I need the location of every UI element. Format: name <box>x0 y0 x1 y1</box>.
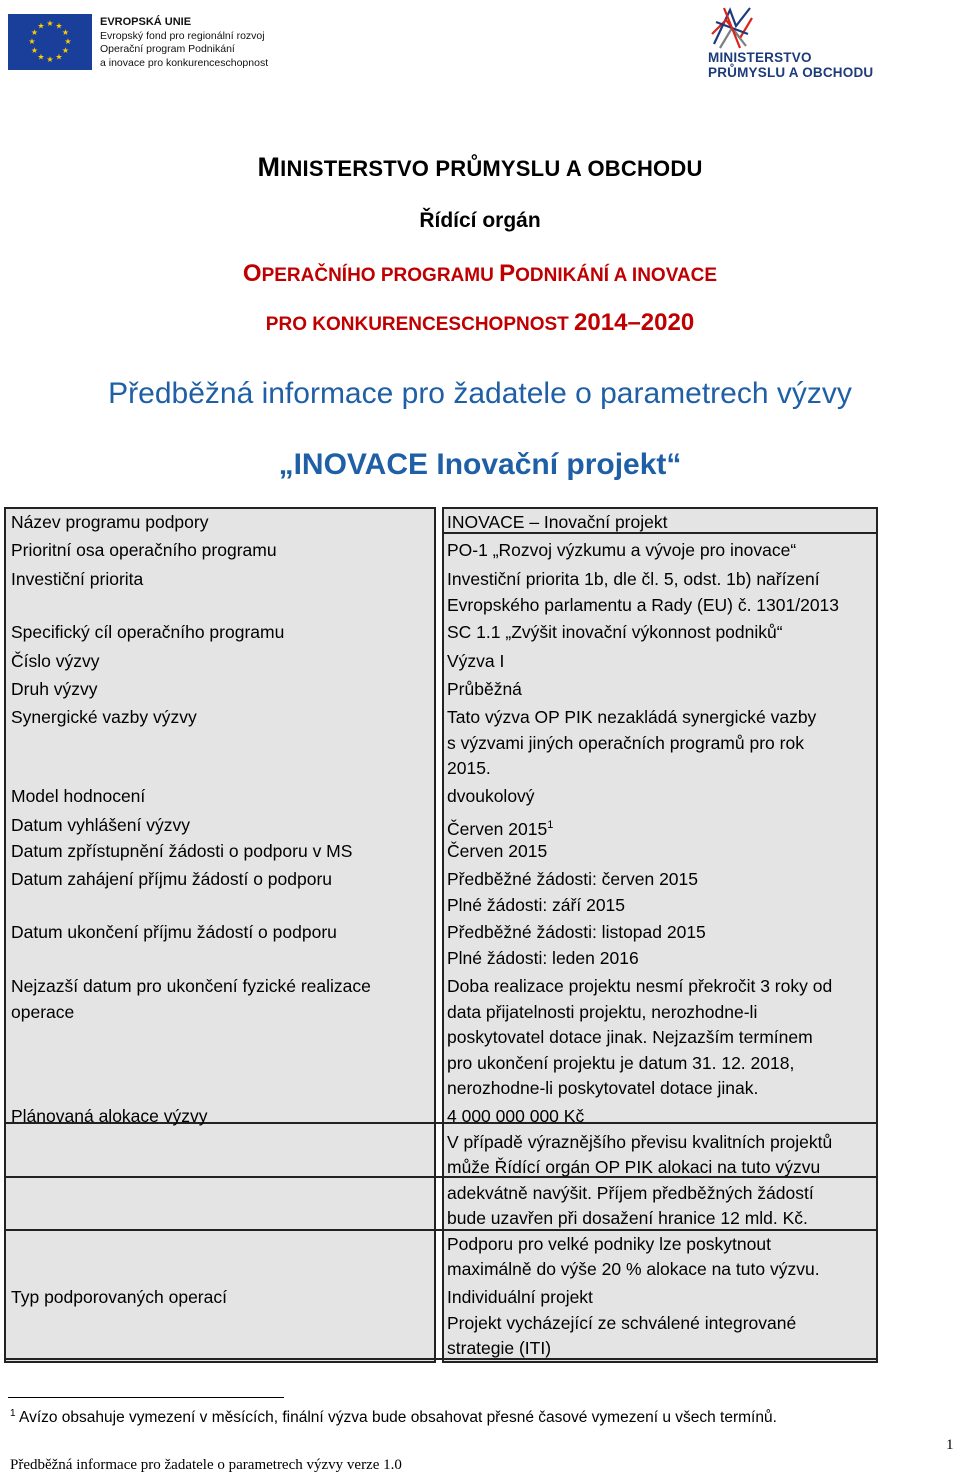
footnote <box>10 1408 777 1427</box>
label-line: Datum zahájení příjmu žádostí o podporu <box>11 869 333 889</box>
value-line: Evropského parlamentu a Rady (EU) č. 1301/2013 <box>447 594 840 615</box>
mpo-logo <box>704 4 874 84</box>
value-line: Předběžné žádosti: listopad 2015 <box>447 922 706 942</box>
eu-logo-line3: Operační program Podnikání <box>100 43 235 55</box>
value-priority-axis <box>447 538 796 564</box>
ministry-title <box>0 152 960 183</box>
value-line: V případě výraznějšího převisu kvalitních projektů <box>447 1131 833 1152</box>
value-line: Tato výzva OP PIK nezakládá synergické vazby <box>447 707 817 727</box>
value-line: SC 1.1 „Zvýšit inovační výkonnost podniků“ <box>447 622 783 642</box>
ministry-initial: M <box>257 152 281 182</box>
value-planned-allocation <box>447 1104 832 1283</box>
value-specific-objective <box>447 620 783 646</box>
value-intake-start <box>447 867 698 918</box>
value-line: Předběžné žádosti: červen 2015 <box>447 869 698 889</box>
value-line: nerozhodne-li poskytovatel dotace jinak. <box>447 1078 759 1098</box>
label-line: Plánovaná alokace výzvy <box>11 1106 208 1126</box>
label-investment-priority <box>11 567 143 593</box>
op-title-initial-o: O <box>242 260 262 287</box>
svg-text:★: ★ <box>46 19 54 28</box>
svg-text:★: ★ <box>37 52 45 62</box>
value-line: Plné žádosti: leden 2016 <box>447 947 639 968</box>
label-physical-completion-deadline <box>11 974 371 1025</box>
ministry-rest: INISTERSTVO PRŮMYSLU A OBCHODU <box>280 156 703 181</box>
svg-text:★: ★ <box>28 37 36 46</box>
eu-logo-line4: a inovace pro konkurenceschopnost <box>100 56 269 69</box>
label-line: Typ podporovaných operací <box>11 1287 227 1307</box>
eu-logo-line1: EVROPSKÁ UNIE <box>100 16 192 28</box>
label-line: Datum zpřístupnění žádosti o podporu v MS <box>11 841 353 861</box>
label-announcement-date <box>11 813 190 839</box>
eu-flag-icon <box>8 14 92 70</box>
label-operation-type <box>11 1285 227 1311</box>
value-program-name <box>447 510 667 536</box>
value-investment-priority <box>447 567 839 618</box>
mpo-emblem-icon <box>710 4 754 50</box>
value-line: poskytovatel dotace jinak. Nejzazším termínem <box>447 1027 813 1047</box>
value-evaluation-model <box>447 784 535 810</box>
svg-text:★: ★ <box>30 46 39 55</box>
label-line: Datum ukončení příjmu žádostí o podporu <box>11 922 337 942</box>
label-line: Název programu podpory <box>11 512 209 532</box>
op-title-line2 <box>0 309 960 337</box>
svg-text:★: ★ <box>55 21 63 31</box>
label-line: Číslo výzvy <box>11 651 100 671</box>
label-line: Investiční priorita <box>11 569 144 589</box>
op-title-line2-text: PRO KONKURENCESCHOPNOST <box>265 314 575 335</box>
value-line: Doba realizace projektu nesmí překročit 3 roky od <box>447 976 833 996</box>
eu-logo <box>8 12 270 74</box>
svg-text:★: ★ <box>61 28 70 37</box>
label-line: Datum vyhlášení výzvy <box>11 815 190 835</box>
label-evaluation-model <box>11 784 145 810</box>
footnote-number: 1 <box>10 1408 16 1419</box>
value-application-availability <box>447 839 547 865</box>
value-line: Výzva I <box>447 651 505 671</box>
label-line: Nejzazší datum pro ukončení fyzické realizace <box>11 976 371 996</box>
label-line: operace <box>11 1001 75 1022</box>
value-line: Červen 2015 <box>447 841 548 861</box>
value-line: INOVACE – Inovační projekt <box>447 512 668 532</box>
value-intake-end <box>447 920 706 971</box>
op-title-part-b: PERAČNÍHO PROGRAMU <box>261 265 500 286</box>
value-line: Plné žádosti: září 2015 <box>447 894 626 915</box>
eu-logo-line2: Evropský fond pro regionální rozvoj <box>100 29 265 42</box>
label-line: Synergické vazby výzvy <box>11 707 197 727</box>
label-call-type <box>11 677 98 703</box>
mpo-logo-line1: MINISTERSTVO <box>708 50 812 65</box>
svg-text:★: ★ <box>55 52 63 62</box>
value-line: maximálně do výše 20 % alokace na tuto výzvu. <box>447 1259 820 1279</box>
value-line: bude uzavřen při dosažení hranice 12 mld. Kč. <box>447 1208 808 1228</box>
label-line: Prioritní osa operačního programu <box>11 540 277 560</box>
footnote-separator <box>8 1397 284 1398</box>
value-call-type <box>447 677 522 703</box>
label-application-availability <box>11 839 352 865</box>
value-line: data přijatelnosti projektu, nerozhodne-li <box>447 1001 758 1022</box>
label-line: Model hodnocení <box>11 786 146 806</box>
pre-information-heading: Předběžná informace pro žadatele o parametrech výzvy <box>108 377 852 410</box>
label-planned-allocation <box>11 1104 208 1130</box>
value-line: adekvátně navýšit. Příjem předběžných žádostí <box>447 1182 814 1203</box>
value-line: může Řídící orgán OP PIK alokaci na tuto výzvu <box>447 1157 821 1177</box>
document-footer: Předběžná informace pro žadatele o parametrech výzvy verze 1.0 <box>10 1457 402 1473</box>
svg-text:★: ★ <box>64 37 72 46</box>
value-synergies <box>447 705 816 782</box>
mpo-logo-line2: PRŮMYSLU A OBCHODU <box>708 65 874 80</box>
call-name-heading: „INOVACE Inovační projekt“ <box>278 448 682 481</box>
footnote-ref: 1 <box>547 819 554 831</box>
value-line: Červen 2015 <box>447 818 548 839</box>
label-intake-start <box>11 867 332 893</box>
value-call-number <box>447 649 504 675</box>
value-line: Individuální projekt <box>447 1287 593 1307</box>
value-line: 4 000 000 000 Kč <box>447 1106 585 1126</box>
op-title-line1 <box>0 260 960 288</box>
label-priority-axis <box>11 538 277 564</box>
value-physical-completion-deadline <box>447 974 832 1102</box>
value-announcement-date <box>447 813 553 842</box>
value-operation-type <box>447 1285 796 1362</box>
call-parameters-table <box>4 507 878 1363</box>
value-line: Investiční priorita 1b, dle čl. 5, odst. 1b) nařízení <box>447 569 820 589</box>
op-title-part-d: ODNIKÁNÍ A INOVACE <box>515 265 718 286</box>
value-line: s výzvami jiných operačních programů pro rok <box>447 732 804 753</box>
value-line: PO-1 „Rozvoj výzkumu a vývoje pro inovace“ <box>447 540 797 560</box>
label-synergies <box>11 705 197 731</box>
value-line: Průběžná <box>447 679 522 699</box>
value-line: strategie (ITI) <box>447 1338 552 1358</box>
value-line: Podporu pro velké podniky lze poskytnout <box>447 1233 771 1254</box>
label-call-number <box>11 649 99 675</box>
page-number: 1 <box>946 1437 954 1453</box>
label-program-name <box>11 510 208 536</box>
managing-authority-title: Řídící orgán <box>419 209 541 232</box>
svg-text:★: ★ <box>46 55 54 64</box>
value-line: Projekt vycházející ze schválené integrované <box>447 1312 797 1333</box>
svg-text:★: ★ <box>30 28 39 37</box>
footnote-text: Avízo obsahuje vymezení v měsících, finální výzva bude obsahovat přesné časové vymezení u všech termínů. <box>19 1409 777 1427</box>
svg-text:★: ★ <box>37 21 45 31</box>
label-specific-objective <box>11 620 284 646</box>
value-line: dvoukolový <box>447 786 535 806</box>
svg-text:★: ★ <box>61 46 70 55</box>
value-line: 2015. <box>447 758 491 778</box>
label-intake-end <box>11 920 337 946</box>
label-line: Druh výzvy <box>11 679 98 699</box>
op-title-initial-p: P <box>499 260 516 287</box>
value-line: pro ukončení projektu je datum 31. 12. 2018, <box>447 1052 795 1073</box>
label-line: Specifický cíl operačního programu <box>11 622 285 642</box>
op-title-years: 2014–2020 <box>574 309 695 336</box>
